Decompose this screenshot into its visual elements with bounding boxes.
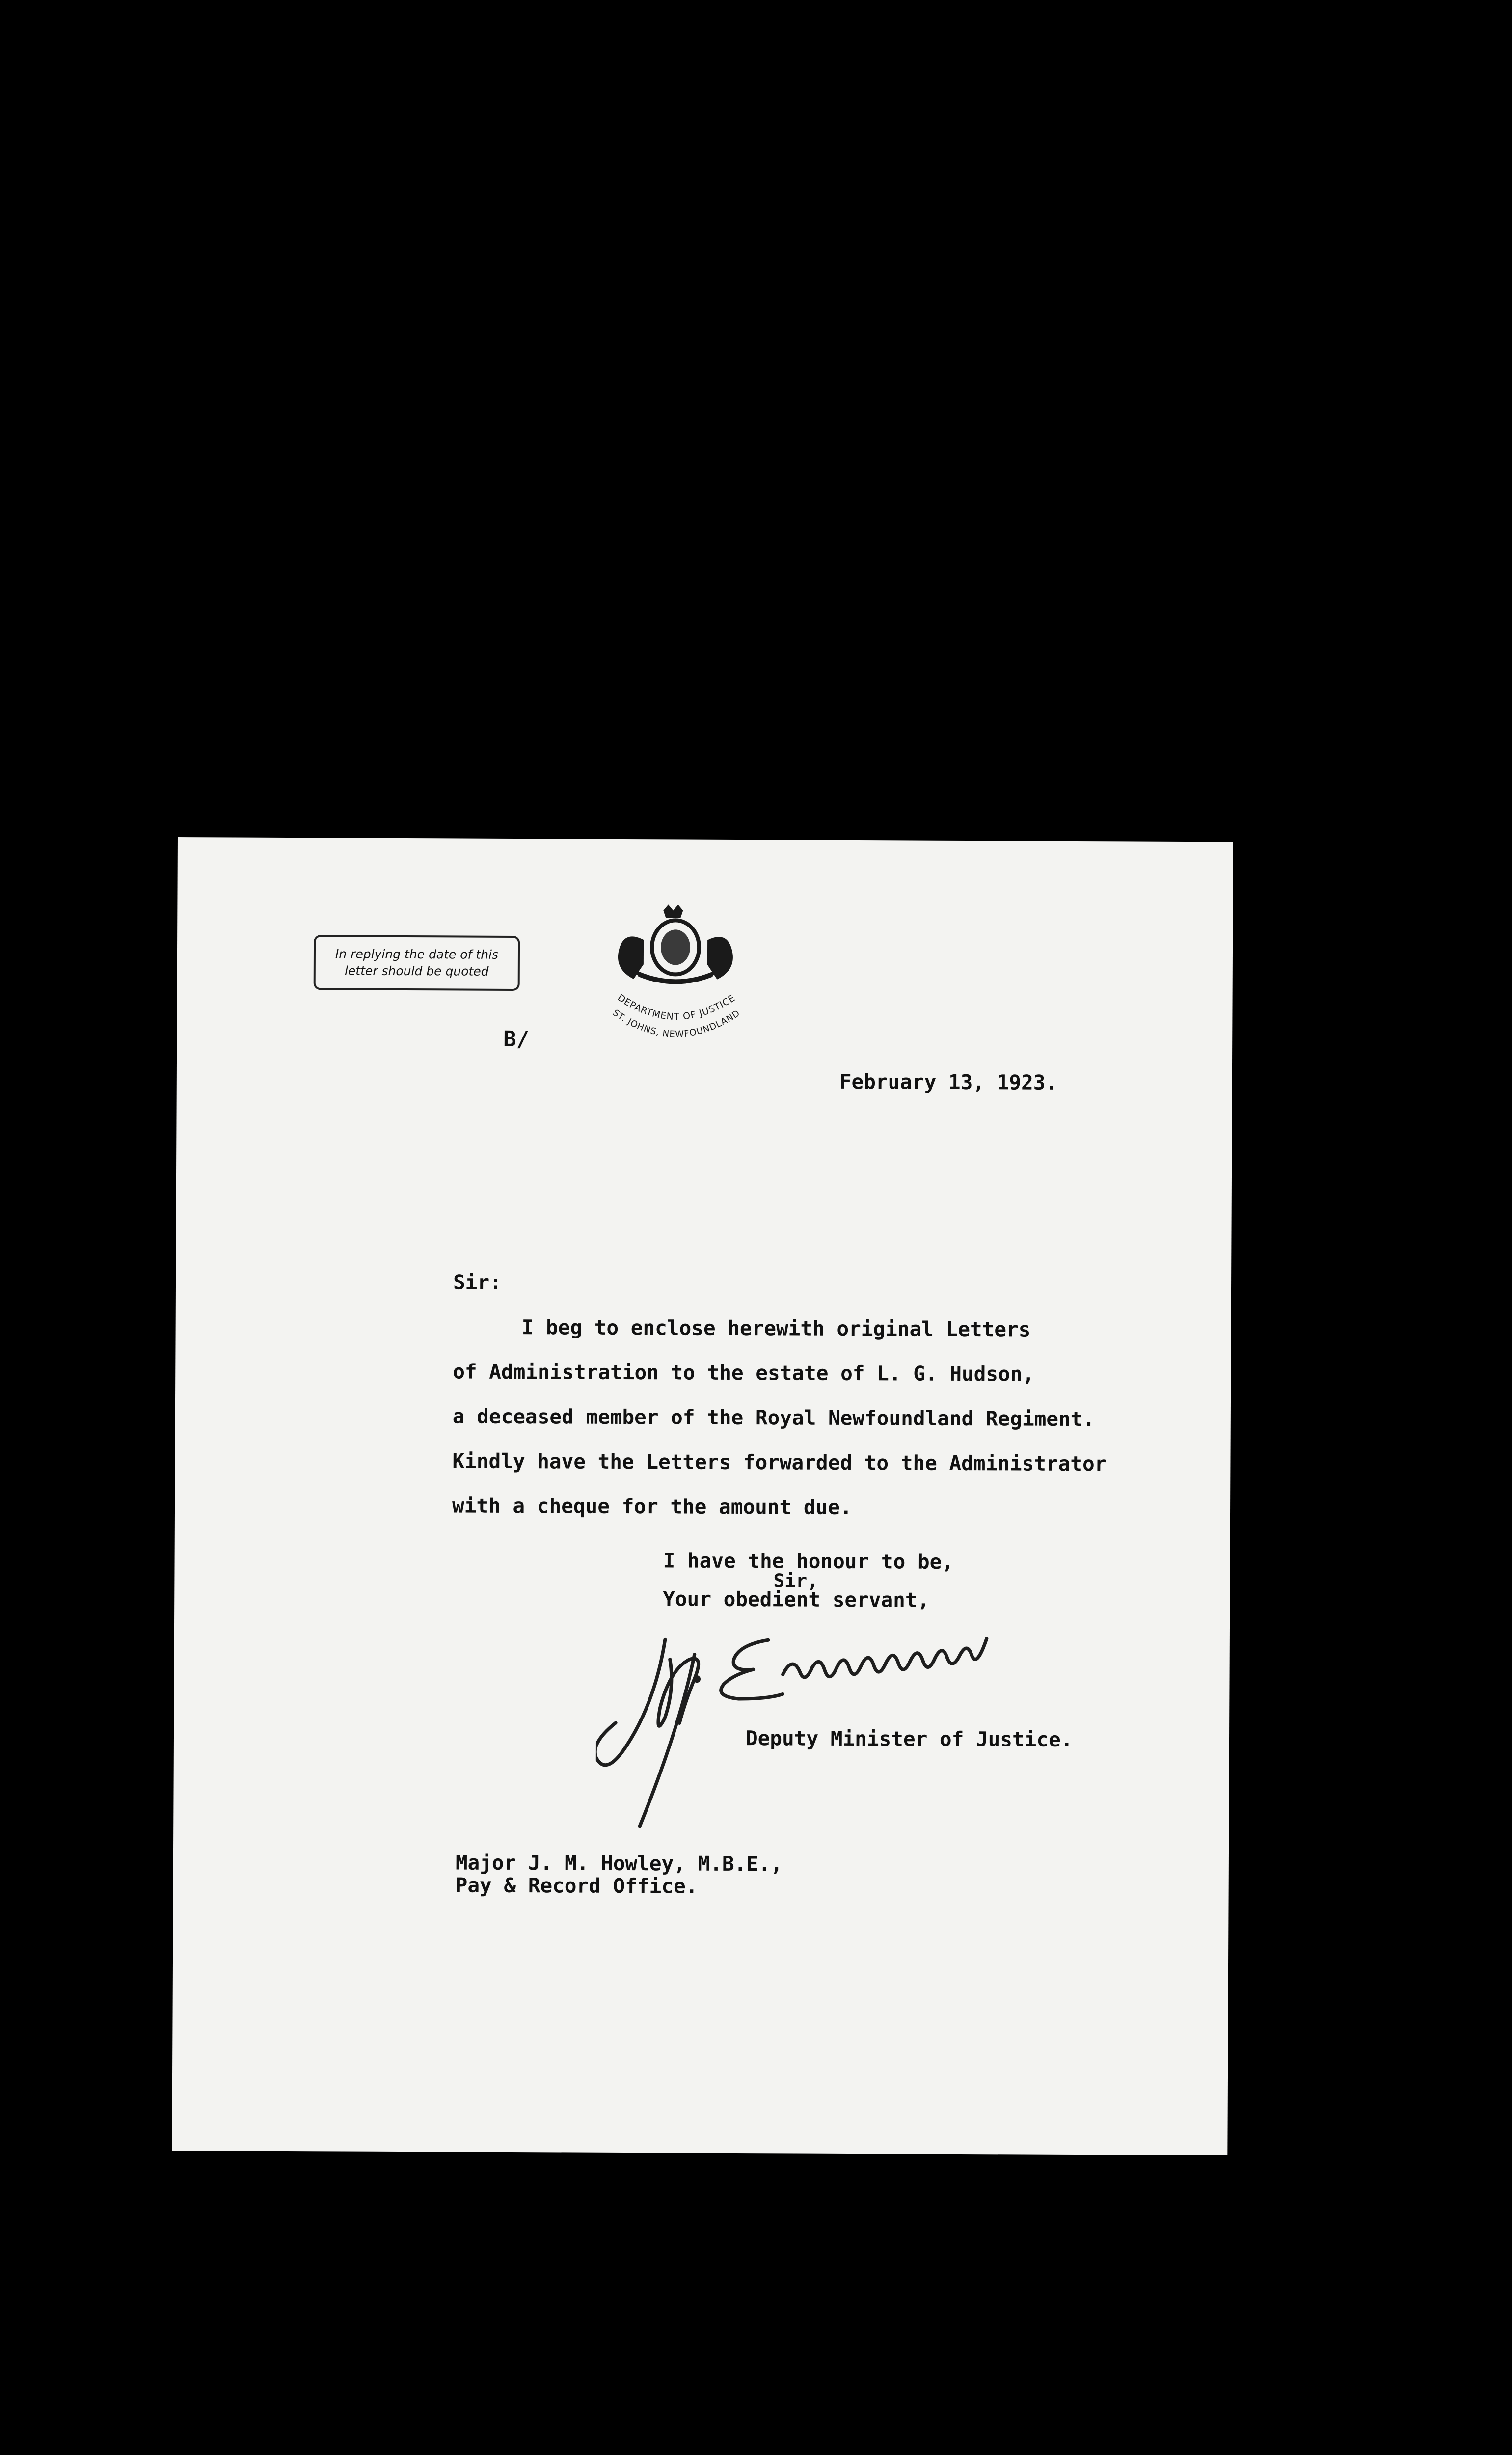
closing-block xyxy=(663,1549,954,1612)
closing-line: Your obedient servant, xyxy=(663,1587,930,1612)
reply-notice-line: letter should be quoted xyxy=(344,963,489,979)
body-line: a deceased member of the Royal Newfoundland Regiment. xyxy=(452,1404,1095,1431)
closing-sir: Sir, xyxy=(773,1570,819,1592)
signatory-title: Deputy Minister of Justice. xyxy=(745,1726,1073,1751)
reference-mark: B/ xyxy=(503,1026,530,1052)
crest-text-line: DEPARTMENT OF JUSTICE xyxy=(615,992,737,1023)
body-line: Kindly have the Letters forwarded to the Administrator xyxy=(452,1449,1107,1476)
crest-text-line: ST. JOHNS, NEWFOUNDLAND xyxy=(611,1008,742,1040)
letter-page xyxy=(172,837,1233,2155)
reply-notice-box xyxy=(314,935,520,991)
addressee-line: Major J. M. Howley, M.B.E., xyxy=(455,1851,783,1876)
letter-date: February 13, 1923. xyxy=(839,1069,1058,1094)
letter-body xyxy=(452,1305,1214,1531)
handwritten-signature xyxy=(595,1620,1112,1833)
body-line: of Administration to the estate of L. G. Hudson, xyxy=(453,1360,1035,1386)
department-crest-icon xyxy=(594,900,756,1048)
body-line: I beg to enclose herewith original Letters xyxy=(521,1315,1031,1341)
salutation: Sir: xyxy=(453,1270,502,1294)
reply-notice-line: In replying the date of this xyxy=(335,947,499,962)
svg-text:DEPARTMENT OF JUSTICE xyxy=(616,992,737,1022)
addressee-block xyxy=(456,1851,783,1898)
closing-line: I have the honour to be, xyxy=(663,1549,954,1574)
body-line: with a cheque for the amount due. xyxy=(452,1494,852,1520)
addressee-line: Pay & Record Office. xyxy=(455,1873,698,1898)
